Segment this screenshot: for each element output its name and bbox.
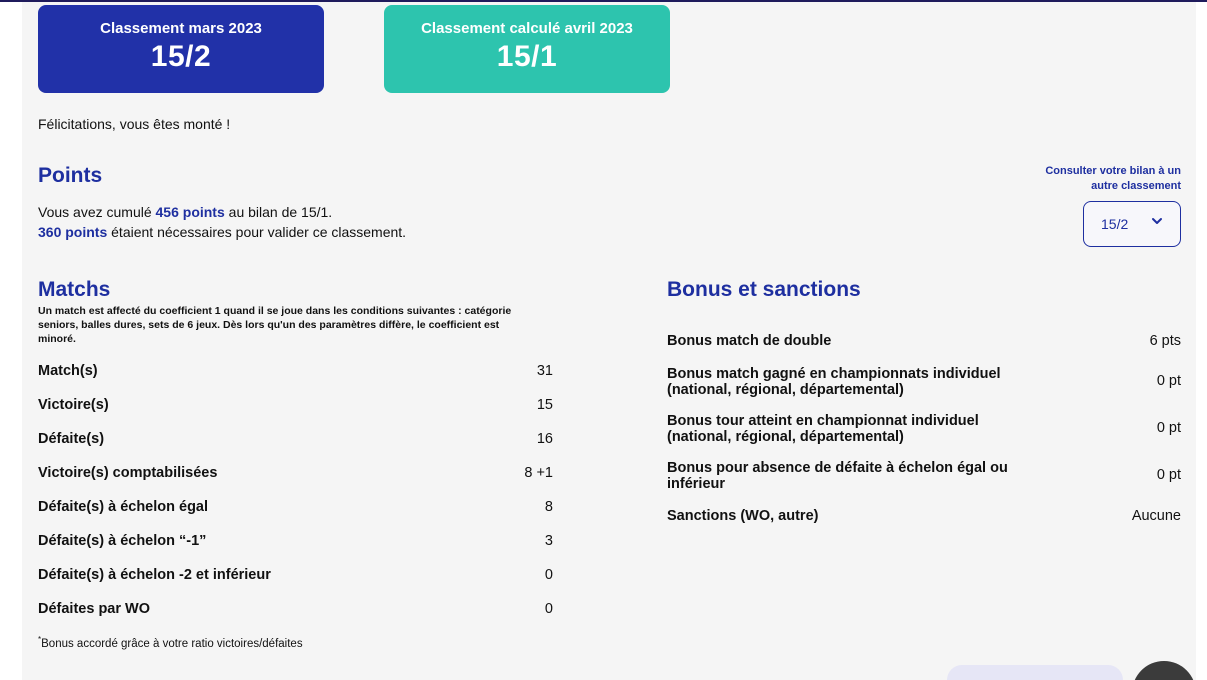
bonus-row-label: Sanctions (WO, autre): [667, 508, 819, 524]
footnote-text: Bonus accordé grâce à votre ratio victoires/défaites: [41, 637, 303, 650]
bonus-row-value: 6 pts: [1149, 333, 1181, 349]
points-summary: [38, 202, 406, 242]
matchs-note: Un match est affecté du coefficient 1 quand il se joue dans les conditions suivantes : catégorie seniors, balles dures, sets de 6 jeux. Dès lors qu'un des paramètres diffère, le coefficient est minoré.: [38, 305, 512, 345]
matchs-row: [38, 533, 553, 553]
matchs-row-value: 31: [536, 363, 553, 379]
bonus-row-value: 0 pt: [1156, 467, 1181, 483]
ranking-card-calculated: [384, 5, 670, 93]
matchs-row-label: Défaite(s): [38, 431, 105, 447]
matchs-row-label: Défaite(s) à échelon égal: [38, 499, 209, 515]
bonus-row: [667, 366, 1181, 398]
chevron-down-icon: [1150, 214, 1164, 228]
matchs-row-value: 8: [544, 499, 553, 515]
matchs-row-value: 3: [544, 533, 553, 549]
matchs-row: [38, 397, 553, 417]
bonus-footnote: [38, 635, 303, 650]
points-cumulated: 456 points: [155, 204, 225, 220]
matchs-row: [38, 431, 553, 451]
bonus-title: Bonus et sanctions: [667, 278, 861, 301]
ranking-select-value: 15/2: [1101, 216, 1129, 232]
matchs-row-label: Défaite(s) à échelon -2 et inférieur: [38, 567, 271, 583]
ranking-card-value: 15/1: [496, 40, 558, 73]
matchs-row-label: Match(s): [38, 363, 98, 379]
matchs-row-value: 8 +1: [524, 465, 553, 481]
bonus-row-label: Bonus match gagné en championnats individuel (national, régional, départemental): [667, 366, 1001, 398]
points-line2-suffix: étaient nécessaires pour valider ce classement.: [107, 224, 407, 240]
matchs-row-label: Défaite(s) à échelon “-1”: [38, 533, 207, 549]
matchs-title: Matchs: [38, 278, 111, 301]
matchs-row-label: Défaites par WO: [38, 601, 150, 617]
points-title: Points: [38, 164, 103, 187]
bonus-row-label: Bonus match de double: [667, 333, 832, 349]
points-line1-suffix: au bilan de 15/1.: [224, 204, 333, 220]
bonus-row-label: Bonus pour absence de défaite à échelon égal ou inférieur: [667, 460, 1008, 492]
matchs-row: [38, 363, 553, 383]
ranking-card-label: Classement calculé avril 2023: [421, 20, 633, 37]
points-required: 360 points: [38, 224, 108, 240]
matchs-row-label: Victoire(s): [38, 397, 109, 413]
bonus-row: [667, 413, 1181, 445]
matchs-row-value: 16: [536, 431, 553, 447]
bonus-row: [667, 460, 1181, 492]
congrats-message: Félicitations, vous êtes monté !: [38, 116, 231, 132]
bottom-action-button[interactable]: [947, 665, 1123, 680]
ranking-card-current: [38, 5, 324, 93]
matchs-row: [38, 567, 553, 587]
ranking-card-value: 15/2: [150, 40, 212, 73]
bonus-row-label: Bonus tour atteint en championnat individuel (national, régional, départemental): [667, 413, 979, 445]
matchs-row-value: 0: [544, 567, 553, 583]
bonus-row-value: Aucune: [1131, 508, 1181, 524]
ranking-card-label: Classement mars 2023: [100, 20, 262, 37]
footnote-mark: *: [38, 635, 42, 644]
ranking-select[interactable]: [1083, 201, 1181, 247]
matchs-row-value: 0: [544, 601, 553, 617]
matchs-row: [38, 499, 553, 519]
matchs-row: [38, 465, 553, 485]
bonus-row-value: 0 pt: [1156, 373, 1181, 389]
bonus-row: [667, 333, 1181, 349]
bonus-row: [667, 508, 1181, 524]
ranking-panel: [22, 2, 1196, 680]
consult-label: Consulter votre bilan à un autre classement: [1045, 165, 1181, 192]
bonus-row-value: 0 pt: [1156, 420, 1181, 436]
matchs-row: [38, 601, 553, 621]
matchs-row-value: 15: [536, 397, 553, 413]
points-line1-prefix: Vous avez cumulé: [38, 204, 156, 220]
matchs-row-label: Victoire(s) comptabilisées: [38, 465, 218, 481]
